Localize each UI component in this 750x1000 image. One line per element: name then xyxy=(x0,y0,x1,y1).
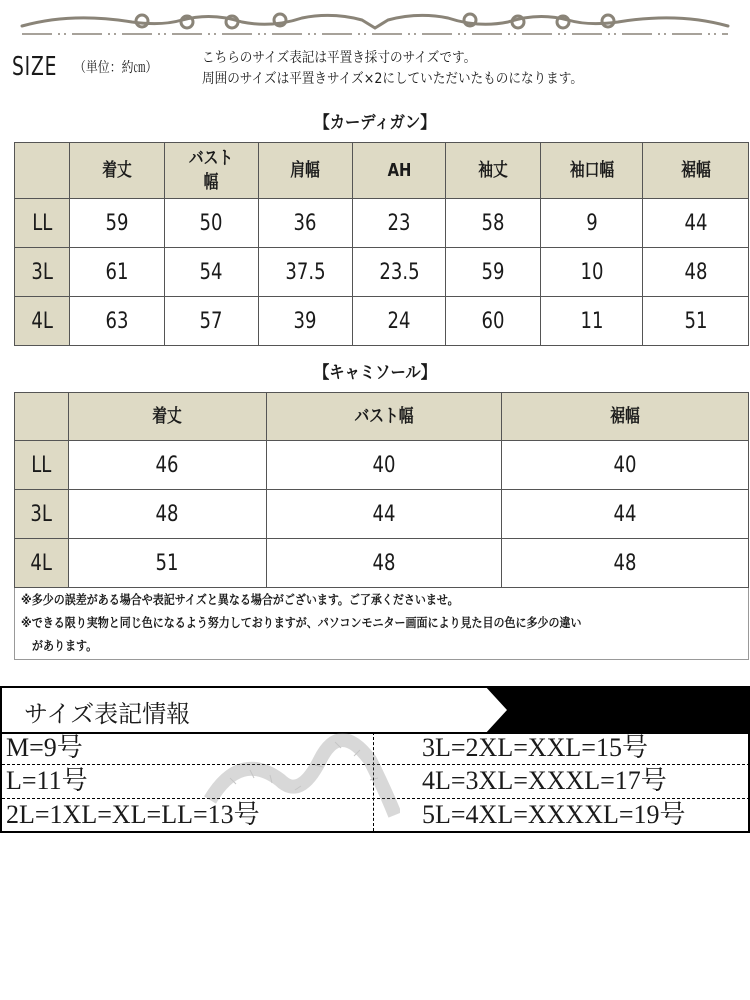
table-cell: 44 xyxy=(266,490,502,539)
table-cell: 59 xyxy=(69,199,164,248)
table-cell: 44 xyxy=(502,490,749,539)
size-equivalence: 3L=2XL=XXL=15号 xyxy=(422,733,648,762)
column-header: 肩幅 xyxy=(258,143,352,199)
table-cell: 61 xyxy=(69,248,164,297)
table-row xyxy=(15,199,749,248)
table-cell: 11 xyxy=(541,297,643,346)
measuring-tape-icon xyxy=(200,720,400,830)
column-header: バスト幅 xyxy=(164,143,258,199)
size-notes xyxy=(202,48,583,90)
row-header: 4L xyxy=(15,539,69,588)
row-header: 3L xyxy=(15,248,70,297)
table-cell: 23.5 xyxy=(352,248,446,297)
cardigan-size-table xyxy=(14,142,749,346)
table-cell: 24 xyxy=(352,297,446,346)
row-header: 3L xyxy=(15,490,69,539)
row-header: LL xyxy=(15,441,69,490)
size-note: 周囲のサイズは平置きサイズ×2にしていただいたものになります。 xyxy=(202,71,583,87)
table-cell: 48 xyxy=(68,490,266,539)
column-header: 裾幅 xyxy=(502,393,749,441)
corner-cell xyxy=(15,143,70,199)
size-equivalence: 2L=1XL=XL=LL=13号 xyxy=(6,800,260,829)
table-cell: 48 xyxy=(266,539,502,588)
size-equivalence: L=11号 xyxy=(6,766,88,795)
size-note: こちらのサイズ表記は平置き採寸のサイズです。 xyxy=(202,50,477,66)
table-cell: 59 xyxy=(446,248,541,297)
disclaimer-line: ※できる限り実物と同じ色になるよう努力しておりますが、パソコンモニター画面により見た目の色に多少の違い xyxy=(21,615,582,630)
table-cell: 9 xyxy=(541,199,643,248)
table-cell: 60 xyxy=(446,297,541,346)
table-cell: 23 xyxy=(352,199,446,248)
size-equivalence: 4L=3XL=XXXL=17号 xyxy=(422,766,667,795)
column-header: 袖口幅 xyxy=(541,143,643,199)
table-cell: 40 xyxy=(502,441,749,490)
table-row xyxy=(15,248,749,297)
table-cell: 51 xyxy=(643,297,749,346)
table-cell: 63 xyxy=(69,297,164,346)
size-equivalence: M=9号 xyxy=(6,733,83,762)
column-header: 袖丈 xyxy=(446,143,541,199)
table-row xyxy=(15,297,749,346)
table-cell: 10 xyxy=(541,248,643,297)
table-cell: 58 xyxy=(446,199,541,248)
column-header: バスト幅 xyxy=(266,393,502,441)
table-header-row xyxy=(15,393,749,441)
table-cell: 48 xyxy=(502,539,749,588)
size-label: SIZE xyxy=(12,52,58,82)
column-header: 着丈 xyxy=(68,393,266,441)
table-cell: 36 xyxy=(258,199,352,248)
row-header: LL xyxy=(15,199,70,248)
table-cell: 51 xyxy=(68,539,266,588)
size-heading xyxy=(12,52,204,82)
camisole-size-table xyxy=(14,392,749,588)
unit-label: （単位：約㎝） xyxy=(74,60,158,76)
disclaimer-line: があります。 xyxy=(21,638,98,653)
decorative-ornament-divider xyxy=(12,8,738,38)
cardigan-title: 【カーディガン】 xyxy=(314,113,436,133)
table-header-row xyxy=(15,143,749,199)
table-cell: 39 xyxy=(258,297,352,346)
column-header: 裾幅 xyxy=(643,143,749,199)
table-row xyxy=(15,490,749,539)
table-cell: 44 xyxy=(643,199,749,248)
corner-cell xyxy=(15,393,69,441)
column-header: 着丈 xyxy=(69,143,164,199)
disclaimer-notes xyxy=(14,588,749,660)
table-cell: 48 xyxy=(643,248,749,297)
table-row xyxy=(15,441,749,490)
camisole-title: 【キャミソール】 xyxy=(313,363,437,383)
table-cell: 46 xyxy=(68,441,266,490)
table-cell: 57 xyxy=(164,297,258,346)
table-row xyxy=(15,539,749,588)
table-cell: 40 xyxy=(266,441,502,490)
table-cell: 54 xyxy=(164,248,258,297)
column-header: AH xyxy=(352,143,446,199)
table-cell: 37.5 xyxy=(258,248,352,297)
disclaimer-line: ※多少の誤差がある場合や表記サイズと異なる場合がございます。ご了承くださいませ。 xyxy=(21,592,459,607)
table-cell: 50 xyxy=(164,199,258,248)
row-header: 4L xyxy=(15,297,70,346)
size-info-title: サイズ表記情報 xyxy=(24,700,191,728)
size-equivalence: 5L=4XL=XXXXL=19号 xyxy=(422,800,686,829)
